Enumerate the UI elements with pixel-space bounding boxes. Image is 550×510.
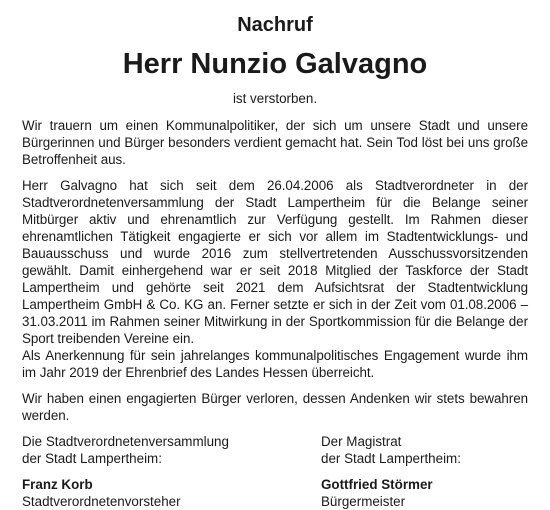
paragraph-career: Herr Galvagno hat sich seit dem 26.04.2006 als Stadtverordneter in der Stadtverordnetenversammlung der Stadt Lampertheim für die Belange seiner Mitbürger aktiv und ehrenamtlich zur Verfügung gestellt. Im Rahmen dieser ehrenamtlichen Tätigkeit engagierte er sich vor allem im Stadtentwicklungs- und Bauausschuss und wurde 2016 zum stellvertretenden Ausschussvorsitzenden gewählt. Damit einhergehend war er seit 2018 Mitglied der Taskforce der Stadt Lampertheim und gehörte seit 2021 dem Aufsichtsrat der Stadtentwicklung Lampertheim GmbH & Co. KG an. Ferner setzte er sich in der Zeit vom 01.08.2006 – 31.03.2011 im Rahmen seiner Mitwirkung in der Sportkommission für die Belange der Sport treibenden Vereine ein. bbox=[22, 178, 528, 346]
signature-right bbox=[321, 433, 528, 510]
signature-block bbox=[22, 433, 528, 510]
signature-left-name: Franz Korb bbox=[22, 477, 93, 492]
paragraph-closing: Wir haben einen engagierten Bürger verloren, dessen Andenken wir stets bewahren werden. bbox=[22, 391, 528, 423]
signature-right-title: Bürgermeister bbox=[321, 494, 406, 509]
subtitle: ist verstorben. bbox=[232, 91, 318, 106]
signature-left-org-city: der Stadt Lampertheim: bbox=[22, 451, 162, 466]
signature-right-org: Der Magistrat bbox=[321, 434, 402, 449]
signature-left bbox=[22, 433, 321, 510]
paragraph-honor: Als Anerkennung für sein jahrelanges kommunalpolitisches Engagement wurde ihm im Jahr 2019 der Ehrenbrief des Landes Hessen überreicht. bbox=[22, 348, 528, 380]
signature-left-org: Die Stadtverordnetenversammlung bbox=[22, 434, 229, 449]
signature-right-name: Gottfried Störmer bbox=[321, 477, 433, 492]
signature-right-org-city: der Stadt Lampertheim: bbox=[321, 451, 461, 466]
signature-left-title: Stadtverordnetenvorsteher bbox=[22, 494, 181, 509]
notice-heading: Nachruf bbox=[237, 14, 313, 36]
paragraph-mourning: Wir trauern um einen Kommunalpolitiker, der sich um unsere Stadt und unsere Bürgerinnen und Bürger besonders verdient gemacht hat. Sein Tod löst bei uns große Betroffenheit aus. bbox=[22, 118, 528, 167]
deceased-name: Herr Nunzio Galvagno bbox=[122, 48, 428, 80]
